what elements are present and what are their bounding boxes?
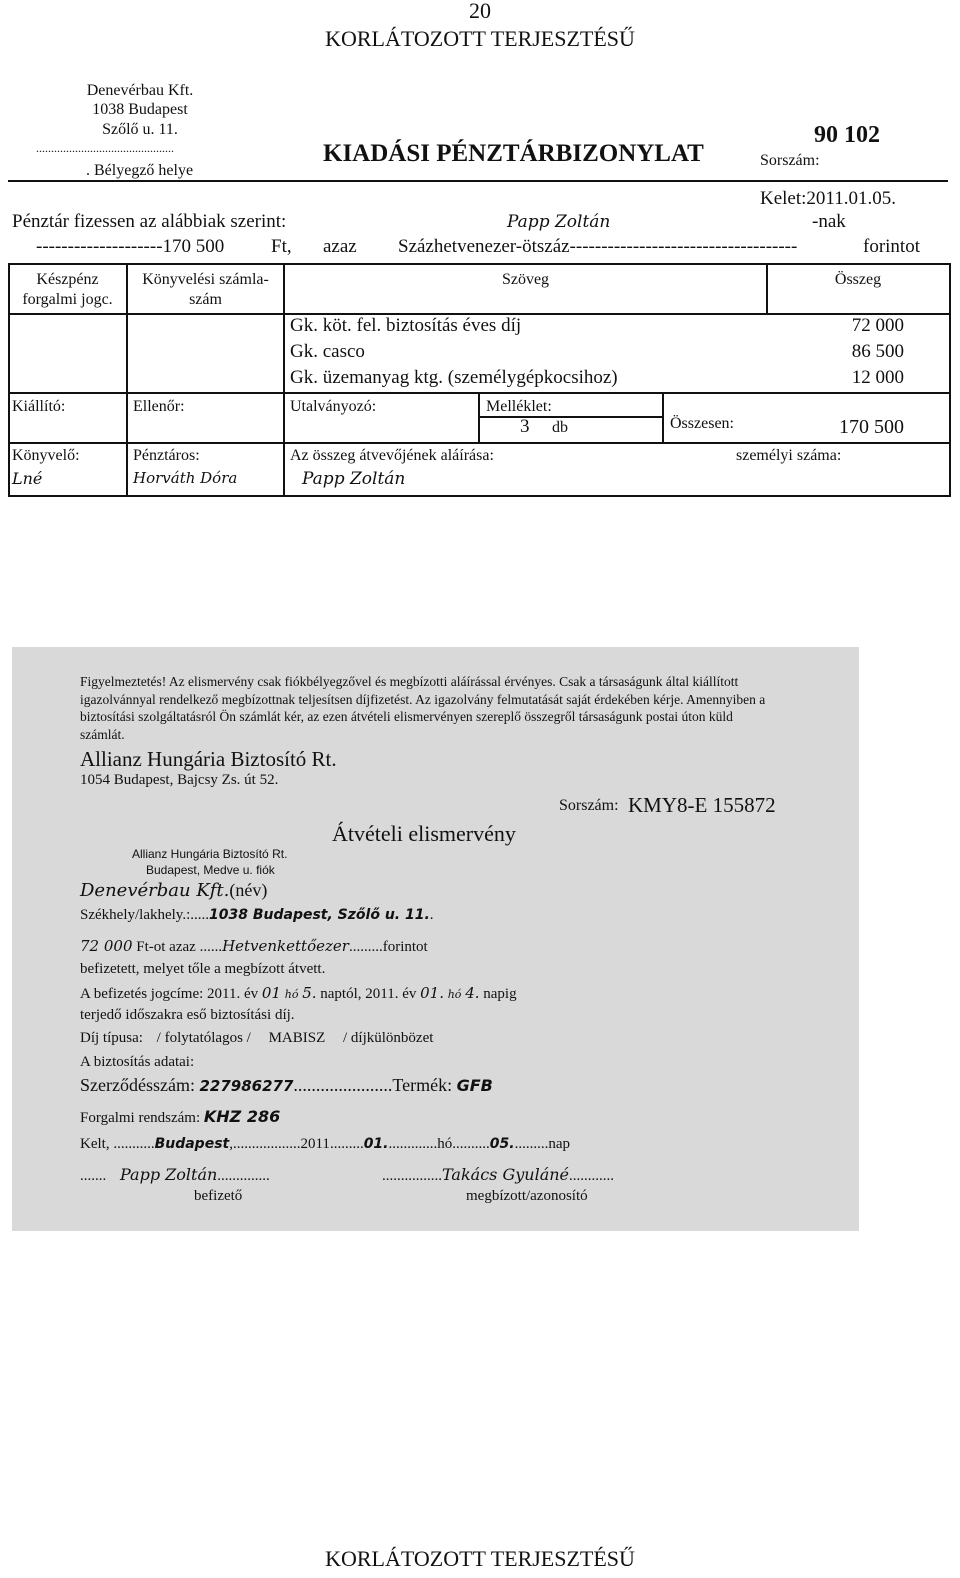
stamp-label: . Bélyegző helye: [86, 162, 194, 179]
product-value: GFB: [456, 1076, 493, 1095]
amount-words: Százhetvenezer-ötszáz------------------------------------: [398, 236, 798, 257]
attachment-count: 3: [520, 416, 530, 437]
basis-mid: naptól, 2011. év: [320, 986, 417, 1002]
product-label: Termék:: [392, 1075, 453, 1095]
details-label: A biztosítás adatai:: [80, 1054, 195, 1070]
paid-line: befizetett, melyet tőle a megbízott átvett.: [80, 961, 326, 977]
kelt-year: 2011: [300, 1136, 330, 1152]
table-sign-rule: [8, 442, 951, 444]
fee-type-label: Díj típusa:: [80, 1030, 143, 1046]
receipt-title: Átvételi elismervény: [332, 821, 516, 846]
agent-caption: megbízott/azonosító: [466, 1188, 588, 1204]
receiver-label: Az összeg átvevőjének aláírása:: [290, 447, 494, 464]
basis-label: A befizetés jogcíme: 2011. év: [80, 986, 259, 1002]
cashier-label: Pénztáros:: [133, 447, 200, 464]
agent-sign-prefix: ................: [382, 1168, 442, 1184]
id-label: személyi száma:: [736, 447, 842, 464]
period-line: terjedő időszakra eső biztosítási díj.: [80, 1007, 295, 1023]
line-2-amount: 86 500: [851, 341, 904, 362]
col-cash-1: Készpénz: [36, 271, 99, 288]
ho-2: hó: [447, 988, 462, 1001]
line-1-amount: 72 000: [851, 315, 904, 336]
col-account-2: szám: [189, 291, 222, 308]
plate-value: KHZ 286: [203, 1107, 281, 1126]
receipt-amount-dots2: .........: [348, 939, 383, 955]
serial-number: 90 102: [814, 122, 880, 148]
seat-dots: .....: [190, 907, 209, 923]
kelt-ho: hó: [437, 1136, 453, 1152]
col-divider-2: [283, 263, 285, 497]
fee-type-line: [80, 1030, 433, 1047]
kelt-dots-5: ..........: [452, 1136, 490, 1152]
attachment-rule: [478, 416, 662, 418]
receipt-serial: KMY8-E 155872: [628, 793, 776, 817]
page-number: 20: [469, 0, 491, 23]
payer-caption: befizető: [194, 1188, 243, 1204]
col-account-1: Könyvelési számla-: [142, 271, 269, 288]
kelt-dots-4: .............: [388, 1136, 438, 1152]
plate-line: [80, 1107, 280, 1127]
total-label: Összesen:: [670, 415, 734, 432]
currency-ft: Ft,: [271, 236, 292, 257]
basis-line: [80, 984, 517, 1003]
payee-suffix: -nak: [812, 211, 846, 232]
payer-signature-line: [80, 1165, 270, 1185]
insurer-address: 1054 Budapest, Bajcsy Zs. út 52.: [80, 772, 279, 788]
from-day: 5.: [302, 984, 317, 1002]
company-street: Szőlő u. 11.: [102, 121, 178, 138]
line-2-text: Gk. casco: [290, 341, 365, 362]
fee-type-3: / díjkülönbözet: [343, 1030, 434, 1046]
col-divider-total: [662, 392, 664, 442]
azaz-label: azaz: [323, 236, 357, 257]
company-name: Denevérbau Kft.: [86, 82, 194, 99]
kelt-label: Kelt,: [80, 1136, 114, 1152]
amount-line: [80, 937, 428, 956]
contract-dots: ......................: [293, 1075, 393, 1095]
branch-name: Allianz Hungária Biztosító Rt.: [132, 847, 288, 861]
serial-label: Sorszám:: [760, 152, 820, 169]
receipt-amount-currency: forintot: [382, 939, 428, 955]
plate-label: Forgalmi rendszám:: [80, 1110, 201, 1126]
agent-signature-line: [382, 1165, 614, 1185]
authorizer-label: Utalványozó:: [290, 398, 377, 415]
kelt-dots-6: .........: [514, 1136, 549, 1152]
receipt-amount-label: Ft-ot azaz: [136, 939, 196, 955]
receipt-panel: [12, 647, 859, 1231]
contract-number: 227986277: [199, 1077, 294, 1095]
agent-signature: Takács Gyuláné: [442, 1165, 570, 1184]
payer-name: Denevérbau Kft.: [80, 880, 230, 901]
payer-sign-prefix: .......: [80, 1168, 107, 1184]
cashier-signature: Horváth Dóra: [133, 469, 238, 487]
seat-label: Székhely/lakhely.:: [80, 907, 191, 923]
kelt-dots-3: .........: [329, 1136, 364, 1152]
kelt-line: [80, 1136, 570, 1153]
header-rule: [8, 180, 948, 182]
contract-label: Szerződésszám:: [80, 1075, 195, 1095]
forintot-label: forintot: [863, 236, 920, 257]
attachment-label: Melléklet:: [486, 398, 552, 415]
receipt-warning: Figyelmeztetés! Az elismervény csak fiókbélyegzővel és megbízotti aláírással érvényes. Csak a társaságunk által kiállított igazolvánnyal rendelkező megbízottnak teljesítsen díjfizetést. Az igazolvány felmutatását saját érdekében kérje. Amennyiben a biztosítási szolgáltatásról Ön számlát kér, az ezen átvételi elismervényen szereplő összegről társaságunk postai úton küld számlát.: [80, 674, 766, 742]
from-month: 01: [261, 984, 281, 1002]
receipt-amount-dots: ......: [199, 939, 223, 955]
voucher-title: KIADÁSI PÉNZTÁRBIZONYLAT: [323, 140, 704, 167]
attachment-unit: db: [552, 419, 568, 436]
kelt-month: 01.: [363, 1136, 389, 1152]
col-cash-2: forgalmi jogc.: [22, 291, 113, 308]
col-text: Szöveg: [501, 271, 550, 288]
receipt-amount-words: Hetvenkettőezer: [222, 937, 349, 955]
line-3-amount: 12 000: [851, 367, 904, 388]
receiver-signature: Papp Zoltán: [302, 469, 406, 489]
company-city: 1038 Budapest: [92, 101, 188, 118]
contract-line: [80, 1075, 493, 1096]
kelt-dots-2: ,..................: [229, 1136, 301, 1152]
receipt-amount-number: 72 000: [80, 937, 133, 955]
seat-end: .: [429, 907, 434, 923]
insurer-name: Allianz Hungária Biztosító Rt.: [80, 747, 337, 771]
seat-address: 1038 Budapest, Szőlő u. 11.: [209, 907, 430, 923]
payer-label: (név): [229, 880, 268, 900]
line-1-text: Gk. köt. fel. biztosítás éves díj: [290, 315, 522, 336]
col-amount: Összeg: [834, 271, 882, 288]
bookkeeper-signature: Lné: [12, 469, 43, 488]
to-month: 01.: [420, 984, 444, 1002]
fee-type-2: MABISZ: [268, 1030, 326, 1046]
stamp-dots: ..............................................: [36, 141, 174, 155]
pay-instruction: Pénztár fizessen az alábbiak szerint:: [12, 211, 287, 232]
ho-1: hó: [284, 988, 299, 1001]
basis-end: napig: [483, 986, 517, 1002]
kelt-day: 05.: [489, 1136, 515, 1152]
total-amount: 170 500: [839, 416, 904, 438]
restricted-footer: KORLÁTOZOTT TERJESZTÉSŰ: [325, 1546, 635, 1571]
amount-figure: --------------------170 500: [36, 236, 225, 257]
agent-sign-suffix: ............: [569, 1168, 615, 1184]
to-day: 4.: [465, 984, 480, 1002]
restricted-header: KORLÁTOZOTT TERJESZTÉSŰ: [325, 26, 635, 51]
branch-address: Budapest, Medve u. fiók: [146, 863, 275, 877]
payer-line: [80, 880, 267, 901]
bookkeeper-label: Könyvelő:: [12, 447, 80, 464]
issue-date: Kelet:2011.01.05.: [760, 188, 896, 209]
issuer-label: Kiállító:: [12, 398, 66, 415]
checker-label: Ellenőr:: [133, 398, 185, 415]
seat-line: [80, 907, 434, 924]
payer-sign-suffix: ..............: [217, 1168, 270, 1184]
payer-signature: Papp Zoltán: [120, 1165, 218, 1184]
payee-name: Papp Zoltán: [507, 212, 611, 232]
kelt-city: Budapest: [154, 1136, 230, 1152]
receipt-serial-label: Sorszám:: [559, 797, 619, 814]
line-3-text: Gk. üzemanyag ktg. (személygépkocsihoz): [290, 367, 618, 388]
fee-type-1: / folytatólagos /: [156, 1030, 251, 1046]
kelt-nap: nap: [548, 1136, 570, 1152]
kelt-dots-1: ...........: [113, 1136, 155, 1152]
